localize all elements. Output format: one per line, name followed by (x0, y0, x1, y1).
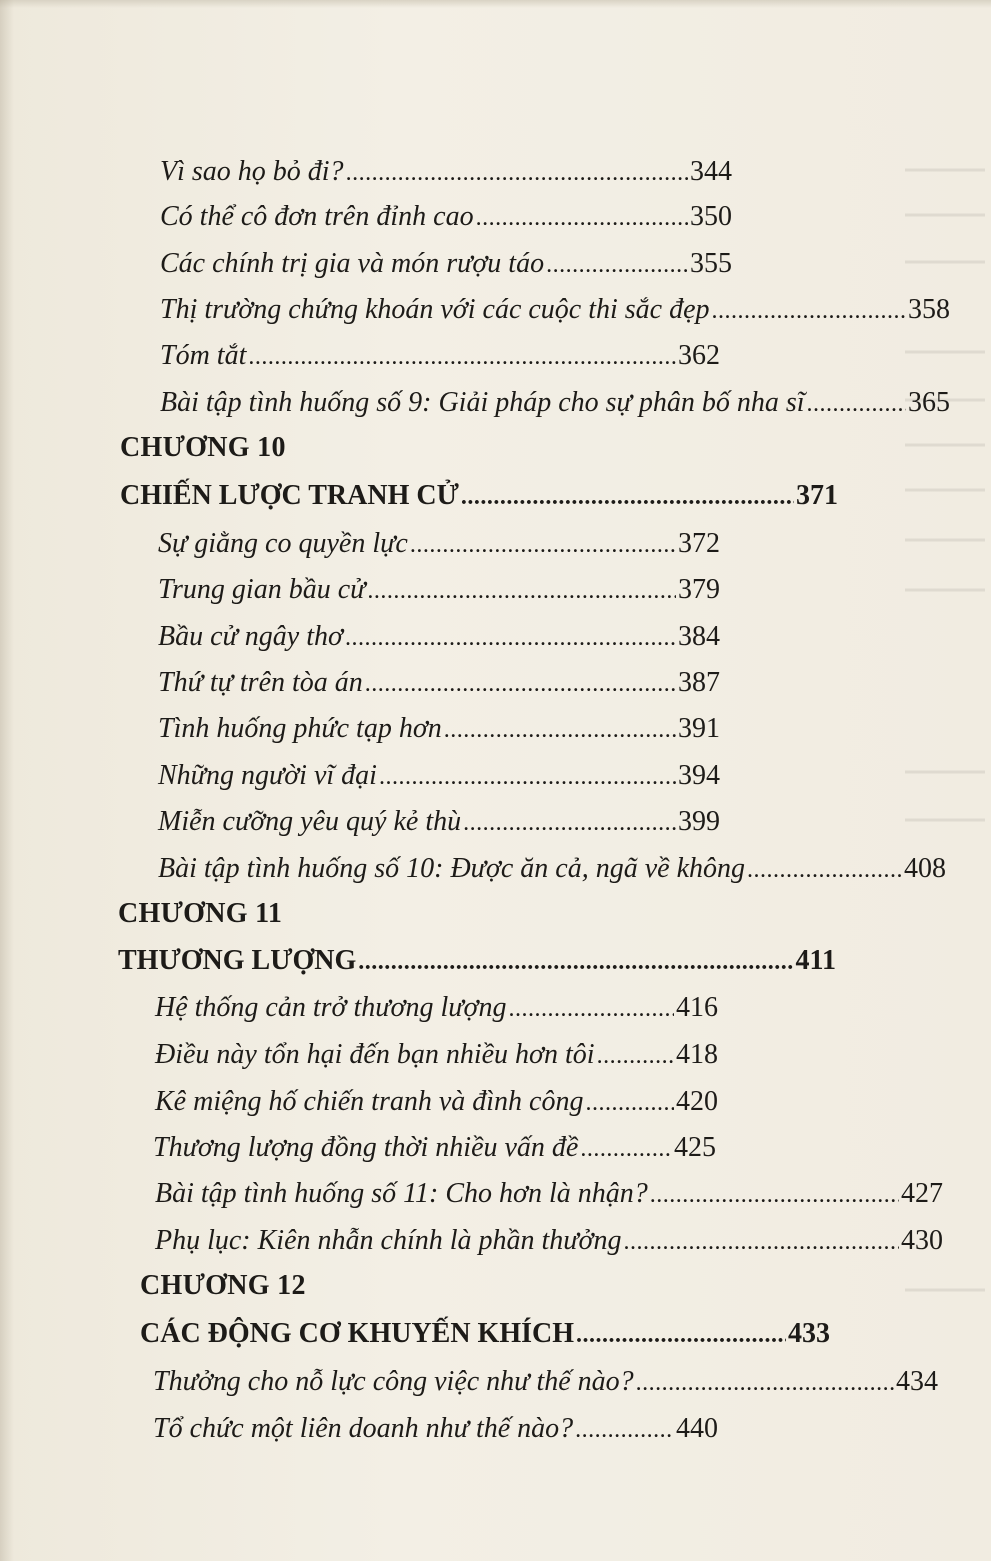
dot-leader (712, 293, 906, 329)
toc-entry[interactable] (158, 851, 946, 888)
dot-leader (636, 1365, 894, 1401)
dot-leader (365, 666, 676, 702)
toc-entry[interactable] (160, 199, 732, 236)
chapter-page: 411 (795, 945, 836, 976)
toc-entry-title: Sự giằng co quyền lực (158, 528, 408, 559)
toc-entry-page: 440 (676, 1413, 718, 1444)
toc-entry-page: 384 (678, 621, 720, 652)
dot-leader (580, 1131, 672, 1167)
toc-entry-page: 425 (674, 1132, 716, 1163)
dot-leader (463, 805, 676, 841)
toc-entry[interactable] (155, 1084, 718, 1121)
toc-entry-page: 427 (901, 1178, 943, 1209)
toc-entry[interactable] (155, 1176, 943, 1213)
toc-entry-page: 387 (678, 667, 720, 698)
toc-entry[interactable] (158, 758, 720, 795)
toc-entry-title: Hệ thống cản trở thương lượng (155, 992, 507, 1023)
toc-entry-page: 372 (678, 528, 720, 559)
toc-entry-title: Những người vĩ đại (158, 760, 377, 791)
dot-leader (410, 527, 676, 563)
dot-leader (476, 200, 688, 236)
dot-leader (461, 479, 794, 515)
toc-entry[interactable] (153, 1364, 938, 1401)
toc-entry[interactable] (158, 572, 720, 609)
toc-entry[interactable] (160, 292, 950, 329)
toc-entry-page: 391 (678, 713, 720, 744)
toc-entry-page: 350 (690, 201, 732, 232)
chapter-label: CHƯƠNG 11 (118, 898, 283, 929)
dot-leader (346, 155, 688, 191)
dot-leader (575, 1412, 674, 1448)
toc-entry[interactable] (160, 338, 720, 375)
dot-leader (585, 1085, 674, 1121)
dot-leader (624, 1224, 900, 1260)
toc-entry-title: Bài tập tình huống số 9: Giải pháp cho sự phân bố nha sĩ (160, 387, 805, 418)
toc-entry-page: 358 (908, 294, 950, 325)
toc-entry-title: Bài tập tình huống số 10: Được ăn cả, ngã về không (158, 853, 746, 884)
toc-entry[interactable] (160, 154, 732, 191)
toc-entry-page: 355 (690, 248, 732, 279)
toc-entry-title: Tình huống phức tạp hơn (158, 713, 442, 744)
page-top-edge (0, 0, 991, 8)
toc-entry-title: Tổ chức một liên doanh như thế nào? (153, 1413, 574, 1444)
chapter-page: 371 (796, 480, 838, 511)
chapter-page: 433 (788, 1318, 830, 1349)
toc-entry-page: 362 (678, 340, 720, 371)
toc-entry-page: 416 (676, 992, 718, 1023)
toc-entry-page: 365 (908, 387, 950, 418)
toc-entry-page: 418 (676, 1039, 718, 1070)
toc-entry-page: 399 (678, 806, 720, 837)
toc-entry-title: Thứ tự trên tòa án (158, 667, 363, 698)
toc-entry[interactable] (155, 1223, 943, 1260)
chapter-title: CHIẾN LƯỢC TRANH CỬ (120, 480, 459, 511)
toc-entry-title: Miễn cưỡng yêu quý kẻ thù (158, 806, 462, 837)
toc-entry-title: Vì sao họ bỏ đi? (160, 156, 344, 187)
toc-entry-page: 434 (896, 1366, 938, 1397)
toc-entry[interactable] (160, 385, 950, 422)
dot-leader (358, 944, 793, 980)
toc-entry-title: Bài tập tình huống số 11: Cho hơn là nhận? (155, 1178, 648, 1209)
dot-leader (576, 1317, 786, 1353)
toc-entry[interactable] (153, 1411, 718, 1448)
toc-entry[interactable] (158, 526, 720, 563)
dot-leader (650, 1177, 899, 1213)
toc-entry[interactable] (155, 1037, 718, 1074)
chapter-title-entry[interactable] (120, 478, 838, 515)
chapter-title-entry[interactable] (140, 1316, 830, 1353)
dot-leader (747, 852, 902, 888)
toc-entry-page: 430 (901, 1225, 943, 1256)
chapter-title: THƯƠNG LƯỢNG (118, 945, 357, 976)
toc-entry-title: Các chính trị gia và món rượu táo (160, 248, 545, 279)
toc-entry-title: Thương lượng đồng thời nhiều vấn đề (153, 1132, 579, 1163)
chapter-label: CHƯƠNG 12 (140, 1270, 306, 1301)
toc-entry[interactable] (158, 619, 720, 656)
toc-entry-page: 379 (678, 574, 720, 605)
dot-leader (807, 386, 907, 422)
toc-entry[interactable] (158, 711, 720, 748)
dot-leader (444, 712, 676, 748)
chapter-title: CÁC ĐỘNG CƠ KHUYẾN KHÍCH (140, 1318, 575, 1349)
chapter-label: CHƯƠNG 10 (120, 432, 286, 463)
toc-entry[interactable] (153, 1130, 716, 1167)
dot-leader (367, 573, 676, 609)
toc-entry[interactable] (155, 990, 718, 1027)
dot-leader (597, 1038, 674, 1074)
toc-entry-title: Kê miệng hố chiến tranh và đình công (155, 1086, 584, 1117)
toc-entry-page: 420 (676, 1086, 718, 1117)
toc-entry[interactable] (158, 665, 720, 702)
page-binding-shadow (0, 0, 14, 1561)
toc-entry-page: 394 (678, 760, 720, 791)
dot-leader (248, 339, 676, 375)
toc-entry-title: Có thể cô đơn trên đỉnh cao (160, 201, 474, 232)
dot-leader (508, 991, 674, 1027)
toc-entry[interactable] (158, 804, 720, 841)
toc-entry-title: Điều này tổn hại đến bạn nhiều hơn tôi (155, 1039, 595, 1070)
toc-entry[interactable] (160, 246, 732, 283)
dot-leader (546, 247, 688, 283)
toc-entry-title: Tóm tắt (160, 340, 247, 371)
toc-entry-title: Trung gian bầu cử (158, 574, 366, 605)
toc-entry-title: Phụ lục: Kiên nhẫn chính là phần thưởng (155, 1225, 622, 1256)
toc-entry-page: 408 (904, 853, 946, 884)
toc-entry-title: Thị trường chứng khoán với các cuộc thi sắc đẹp (160, 294, 710, 325)
dot-leader (379, 759, 676, 795)
chapter-title-entry[interactable] (118, 943, 836, 980)
dot-leader (345, 620, 676, 656)
toc-entry-page: 344 (690, 156, 732, 187)
toc-entry-title: Thưởng cho nỗ lực công việc như thế nào? (153, 1366, 634, 1397)
toc-entry-title: Bầu cử ngây thơ (158, 621, 343, 652)
